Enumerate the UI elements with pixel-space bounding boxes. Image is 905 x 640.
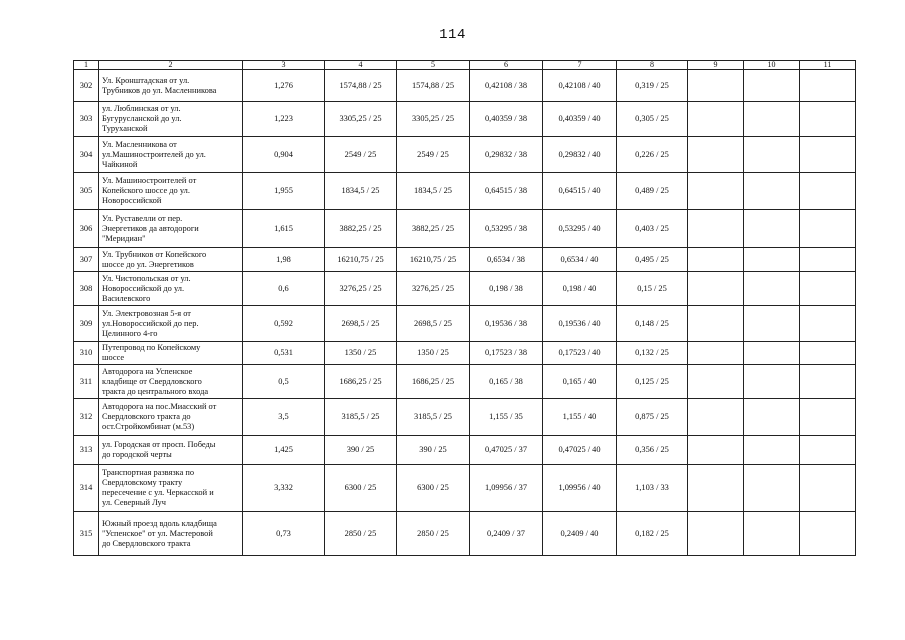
col7-value: 0,40359 / 40 xyxy=(543,102,617,137)
col7-value: 0,53295 / 40 xyxy=(543,210,617,248)
row-number: 308 xyxy=(74,272,99,306)
col7-value: 1,155 / 40 xyxy=(543,399,617,436)
length-value: 1,615 xyxy=(243,210,325,248)
row-number: 314 xyxy=(74,465,99,512)
road-name: Ул. Масленникова от ул.Машиностроителей до ул. Чайкиной xyxy=(99,137,243,173)
col6-value: 0,2409 / 37 xyxy=(470,512,543,556)
empty-cell xyxy=(688,306,744,342)
col8-value: 0,132 / 25 xyxy=(617,342,688,365)
road-name: Ул. Кронштадская от ул. Трубников до ул. Масленникова xyxy=(99,70,243,102)
road-name: Ул. Электровозная 5-я от ул.Новороссийской до пер. Целинного 4-го xyxy=(99,306,243,342)
col8-value: 0,875 / 25 xyxy=(617,399,688,436)
road-name: Южный проезд вдоль кладбища "Успенское" от ул. Мастеровой до Свердловского тракта xyxy=(99,512,243,556)
column-header: 2 xyxy=(99,61,243,70)
length-value: 0,592 xyxy=(243,306,325,342)
empty-cell xyxy=(744,306,800,342)
empty-cell xyxy=(688,436,744,465)
col4-value: 6300 / 25 xyxy=(325,465,397,512)
column-header: 3 xyxy=(243,61,325,70)
empty-cell xyxy=(688,399,744,436)
empty-cell xyxy=(744,342,800,365)
header-row xyxy=(74,61,856,70)
empty-cell xyxy=(800,272,856,306)
page-number: 114 xyxy=(439,27,466,43)
length-value: 0,531 xyxy=(243,342,325,365)
col4-value: 3305,25 / 25 xyxy=(325,102,397,137)
col4-value: 390 / 25 xyxy=(325,436,397,465)
col5-value: 2549 / 25 xyxy=(397,137,470,173)
row-number: 307 xyxy=(74,248,99,272)
row-number: 306 xyxy=(74,210,99,248)
col5-value: 1834,5 / 25 xyxy=(397,173,470,210)
row-number: 312 xyxy=(74,399,99,436)
empty-cell xyxy=(800,137,856,173)
length-value: 1,276 xyxy=(243,70,325,102)
table-row xyxy=(74,102,856,137)
col6-value: 0,19536 / 38 xyxy=(470,306,543,342)
col8-value: 0,182 / 25 xyxy=(617,512,688,556)
col8-value: 0,125 / 25 xyxy=(617,365,688,399)
empty-cell xyxy=(688,248,744,272)
column-header: 5 xyxy=(397,61,470,70)
row-number: 313 xyxy=(74,436,99,465)
empty-cell xyxy=(800,436,856,465)
col6-value: 0,17523 / 38 xyxy=(470,342,543,365)
col6-value: 1,155 / 35 xyxy=(470,399,543,436)
col8-value: 0,305 / 25 xyxy=(617,102,688,137)
length-value: 0,73 xyxy=(243,512,325,556)
col8-value: 0,403 / 25 xyxy=(617,210,688,248)
road-name: ул. Городская от просп. Победы до городской черты xyxy=(99,436,243,465)
empty-cell xyxy=(800,465,856,512)
col5-value: 16210,75 / 25 xyxy=(397,248,470,272)
length-value: 1,98 xyxy=(243,248,325,272)
col7-value: 0,198 / 40 xyxy=(543,272,617,306)
empty-cell xyxy=(800,210,856,248)
empty-cell xyxy=(688,102,744,137)
col7-value: 0,47025 / 40 xyxy=(543,436,617,465)
col8-value: 0,15 / 25 xyxy=(617,272,688,306)
road-name: Транспортная развязка по Свердловскому тракту пересечение с ул. Черкасской и ул. Северный Луч xyxy=(99,465,243,512)
col5-value: 1574,88 / 25 xyxy=(397,70,470,102)
table-row xyxy=(74,248,856,272)
empty-cell xyxy=(744,137,800,173)
empty-cell xyxy=(744,436,800,465)
empty-cell xyxy=(688,137,744,173)
road-name: Автодорога на Успенское кладбище от Свердловского тракта до центрального входа xyxy=(99,365,243,399)
length-value: 1,955 xyxy=(243,173,325,210)
empty-cell xyxy=(800,173,856,210)
table-row xyxy=(74,173,856,210)
col5-value: 1686,25 / 25 xyxy=(397,365,470,399)
col8-value: 1,103 / 33 xyxy=(617,465,688,512)
row-number: 303 xyxy=(74,102,99,137)
col7-value: 0,42108 / 40 xyxy=(543,70,617,102)
col8-value: 0,495 / 25 xyxy=(617,248,688,272)
empty-cell xyxy=(744,210,800,248)
row-number: 309 xyxy=(74,306,99,342)
col5-value: 3276,25 / 25 xyxy=(397,272,470,306)
col5-value: 2850 / 25 xyxy=(397,512,470,556)
col5-value: 3882,25 / 25 xyxy=(397,210,470,248)
row-number: 311 xyxy=(74,365,99,399)
col4-value: 16210,75 / 25 xyxy=(325,248,397,272)
empty-cell xyxy=(688,70,744,102)
col4-value: 1574,88 / 25 xyxy=(325,70,397,102)
table-row xyxy=(74,465,856,512)
col5-value: 2698,5 / 25 xyxy=(397,306,470,342)
col6-value: 0,53295 / 38 xyxy=(470,210,543,248)
column-header: 9 xyxy=(688,61,744,70)
col6-value: 0,6534 / 38 xyxy=(470,248,543,272)
row-number: 302 xyxy=(74,70,99,102)
empty-cell xyxy=(744,512,800,556)
column-header: 1 xyxy=(74,61,99,70)
road-name: Ул. Чистопольская от ул. Новороссийской до ул. Василевского xyxy=(99,272,243,306)
table-row xyxy=(74,436,856,465)
roads-table xyxy=(73,60,856,556)
col7-value: 0,165 / 40 xyxy=(543,365,617,399)
table-row xyxy=(74,272,856,306)
empty-cell xyxy=(744,272,800,306)
col4-value: 1686,25 / 25 xyxy=(325,365,397,399)
empty-cell xyxy=(688,512,744,556)
col4-value: 3276,25 / 25 xyxy=(325,272,397,306)
road-name: Путепровод по Копейскому шоссе xyxy=(99,342,243,365)
col6-value: 0,47025 / 37 xyxy=(470,436,543,465)
column-header: 10 xyxy=(744,61,800,70)
row-number: 305 xyxy=(74,173,99,210)
road-name: Ул. Руставелли от пер. Энергетиков да автодороги "Меридиан" xyxy=(99,210,243,248)
empty-cell xyxy=(688,365,744,399)
col8-value: 0,356 / 25 xyxy=(617,436,688,465)
col4-value: 1350 / 25 xyxy=(325,342,397,365)
col4-value: 2850 / 25 xyxy=(325,512,397,556)
column-header: 6 xyxy=(470,61,543,70)
col8-value: 0,319 / 25 xyxy=(617,70,688,102)
length-value: 0,5 xyxy=(243,365,325,399)
row-number: 304 xyxy=(74,137,99,173)
empty-cell xyxy=(800,512,856,556)
col6-value: 1,09956 / 37 xyxy=(470,465,543,512)
table-row xyxy=(74,365,856,399)
empty-cell xyxy=(800,248,856,272)
col6-value: 0,40359 / 38 xyxy=(470,102,543,137)
empty-cell xyxy=(688,173,744,210)
length-value: 0,6 xyxy=(243,272,325,306)
col4-value: 1834,5 / 25 xyxy=(325,173,397,210)
table-row xyxy=(74,210,856,248)
empty-cell xyxy=(800,342,856,365)
col7-value: 0,64515 / 40 xyxy=(543,173,617,210)
col8-value: 0,148 / 25 xyxy=(617,306,688,342)
table-row xyxy=(74,342,856,365)
col4-value: 3882,25 / 25 xyxy=(325,210,397,248)
empty-cell xyxy=(688,342,744,365)
row-number: 315 xyxy=(74,512,99,556)
empty-cell xyxy=(744,70,800,102)
table-row xyxy=(74,512,856,556)
col7-value: 0,6534 / 40 xyxy=(543,248,617,272)
table-row xyxy=(74,306,856,342)
road-name: Ул. Машиностроителей от Копейского шоссе до ул. Новороссийской xyxy=(99,173,243,210)
empty-cell xyxy=(800,306,856,342)
column-header: 8 xyxy=(617,61,688,70)
length-value: 1,223 xyxy=(243,102,325,137)
col8-value: 0,226 / 25 xyxy=(617,137,688,173)
length-value: 3,5 xyxy=(243,399,325,436)
col4-value: 2549 / 25 xyxy=(325,137,397,173)
empty-cell xyxy=(800,365,856,399)
col6-value: 0,165 / 38 xyxy=(470,365,543,399)
empty-cell xyxy=(744,365,800,399)
road-name: Автодорога на пос.Миасский от Свердловского тракта до ост.Стройкомбинат (м.53) xyxy=(99,399,243,436)
table-row xyxy=(74,70,856,102)
col5-value: 390 / 25 xyxy=(397,436,470,465)
length-value: 3,332 xyxy=(243,465,325,512)
empty-cell xyxy=(800,70,856,102)
column-header: 7 xyxy=(543,61,617,70)
col7-value: 0,29832 / 40 xyxy=(543,137,617,173)
empty-cell xyxy=(744,399,800,436)
empty-cell xyxy=(744,102,800,137)
empty-cell xyxy=(800,102,856,137)
table-row xyxy=(74,137,856,173)
row-number: 310 xyxy=(74,342,99,365)
col7-value: 1,09956 / 40 xyxy=(543,465,617,512)
length-value: 1,425 xyxy=(243,436,325,465)
col5-value: 3185,5 / 25 xyxy=(397,399,470,436)
col6-value: 0,42108 / 38 xyxy=(470,70,543,102)
col6-value: 0,29832 / 38 xyxy=(470,137,543,173)
col5-value: 1350 / 25 xyxy=(397,342,470,365)
col5-value: 3305,25 / 25 xyxy=(397,102,470,137)
empty-cell xyxy=(688,210,744,248)
column-header: 4 xyxy=(325,61,397,70)
empty-cell xyxy=(744,173,800,210)
road-name: ул. Люблинская от ул. Бугурусланской до ул. Туруханской xyxy=(99,102,243,137)
col5-value: 6300 / 25 xyxy=(397,465,470,512)
length-value: 0,904 xyxy=(243,137,325,173)
col4-value: 2698,5 / 25 xyxy=(325,306,397,342)
empty-cell xyxy=(744,248,800,272)
col7-value: 0,17523 / 40 xyxy=(543,342,617,365)
col7-value: 0,2409 / 40 xyxy=(543,512,617,556)
empty-cell xyxy=(688,272,744,306)
column-header: 11 xyxy=(800,61,856,70)
empty-cell xyxy=(688,465,744,512)
table-body xyxy=(74,70,856,556)
col8-value: 0,489 / 25 xyxy=(617,173,688,210)
col4-value: 3185,5 / 25 xyxy=(325,399,397,436)
col6-value: 0,198 / 38 xyxy=(470,272,543,306)
road-name: Ул. Трубников от Копейского шоссе до ул. Энергетиков xyxy=(99,248,243,272)
empty-cell xyxy=(800,399,856,436)
col6-value: 0,64515 / 38 xyxy=(470,173,543,210)
empty-cell xyxy=(744,465,800,512)
col7-value: 0,19536 / 40 xyxy=(543,306,617,342)
table-row xyxy=(74,399,856,436)
